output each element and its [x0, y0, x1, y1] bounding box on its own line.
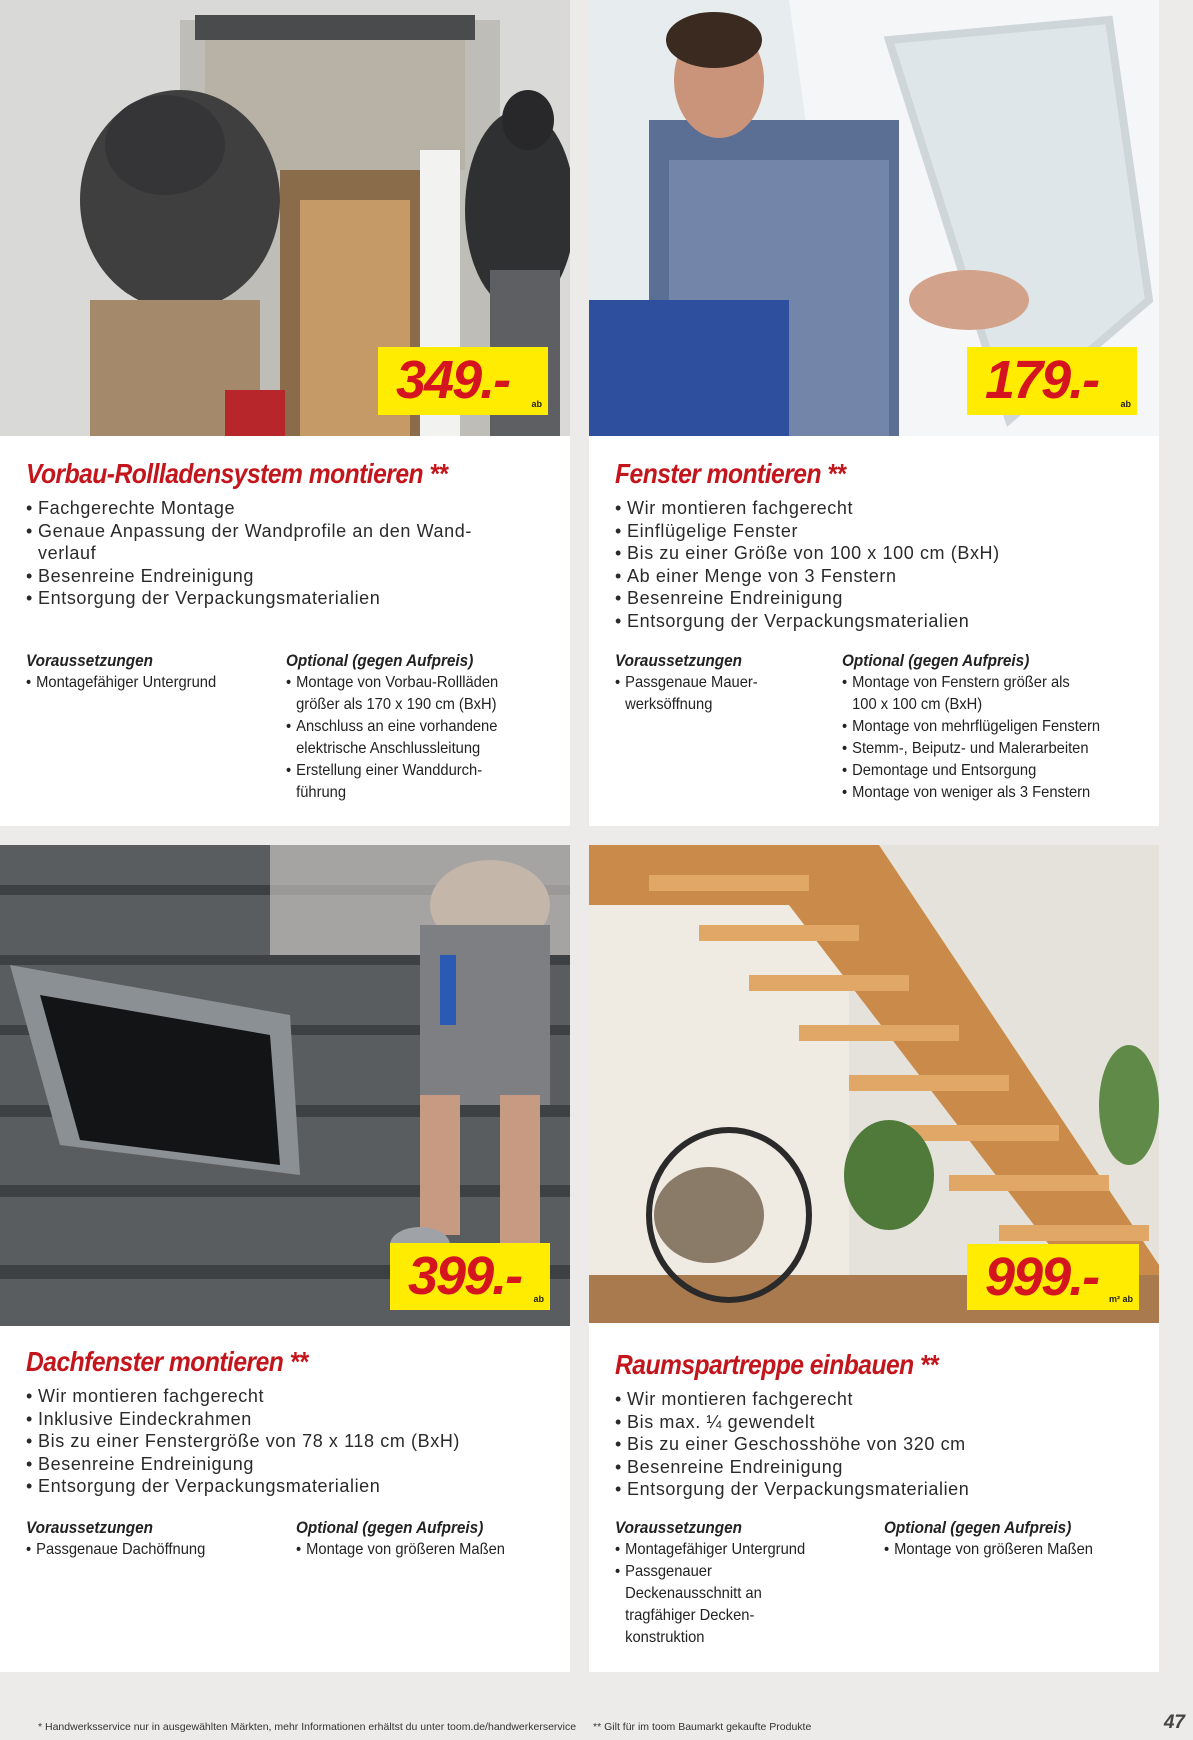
service-card-dachfenster: [0, 845, 570, 1672]
optional-item: • Montage von weniger als 3 Fenstern: [842, 782, 1118, 804]
optional-extras: [286, 650, 536, 804]
feature-item: • Besenreine Endreinigung: [26, 565, 550, 588]
requirements: [615, 1517, 845, 1649]
requirements: [615, 650, 795, 716]
price-tag: [390, 1243, 550, 1310]
requirement-item: • Montagefähiger Untergrund: [26, 672, 247, 694]
optional-item: • Montage von Vorbau-Rollläden größer als 170 x 190 cm (BxH): [286, 672, 516, 716]
optional-extras: [296, 1517, 556, 1561]
requirements: [26, 1517, 266, 1561]
optional-heading: Optional (gegen Aufpreis): [296, 1518, 484, 1537]
price-tag: [967, 347, 1137, 415]
feature-item: • Bis max. ¼ gewendelt: [615, 1411, 1139, 1434]
price-value: 999.-: [985, 1247, 1099, 1307]
service-title: Dachfenster montieren **: [26, 1346, 308, 1377]
price-value: 399.-: [408, 1246, 522, 1306]
feature-item: • Besenreine Endreinigung: [615, 1456, 1139, 1479]
feature-item: • Bis zu einer Fenstergröße von 78 x 118 cm (BxH): [26, 1430, 550, 1453]
optional-extras: [884, 1517, 1144, 1561]
optional-heading: Optional (gegen Aufpreis): [884, 1518, 1072, 1537]
optional-item: • Demontage und Entsorgung: [842, 760, 1118, 782]
optional-item: • Montage von Fenstern größer als 100 x 100 cm (BxH): [842, 672, 1091, 716]
footer-notes: [38, 1721, 825, 1733]
feature-item: • Genaue Anpassung der Wandprofile an den Wand-verlauf: [26, 520, 508, 565]
optional-item: • Montage von größeren Maßen: [296, 1539, 535, 1561]
price-value: 179.-: [985, 350, 1099, 410]
feature-list: [26, 1385, 550, 1498]
feature-item: • Besenreine Endreinigung: [26, 1453, 550, 1476]
requirements-heading: Voraussetzungen: [615, 651, 742, 670]
optional-extras: [842, 650, 1142, 804]
feature-item: • Einflügelige Fenster: [615, 520, 1139, 543]
price-value: 349.-: [396, 350, 510, 410]
requirements: [26, 650, 266, 694]
optional-item: • Montage von größeren Maßen: [884, 1539, 1123, 1561]
requirement-item: • Passgenauer Deckenausschnitt an tragfähiger Decken-konstruktion: [615, 1561, 809, 1649]
price-suffix: ab: [533, 1294, 544, 1304]
footer-note: ** Gilt für im toom Baumarkt gekaufte Produkte: [593, 1721, 812, 1733]
feature-item: • Entsorgung der Verpackungsmaterialien: [26, 587, 550, 610]
feature-item: • Ab einer Menge von 3 Fenstern: [615, 565, 1139, 588]
service-card-rollladen: [0, 0, 570, 826]
feature-item: • Entsorgung der Verpackungsmaterialien: [615, 610, 1139, 633]
optional-item: • Erstellung einer Wanddurch-führung: [286, 760, 516, 804]
price-tag: [967, 1244, 1139, 1310]
feature-list: [615, 497, 1139, 632]
price-suffix: m² ab: [1108, 1294, 1133, 1304]
service-card-fenster: [589, 0, 1159, 826]
requirement-item: • Passgenaue Dachöffnung: [26, 1539, 247, 1561]
price-suffix: ab: [531, 399, 542, 409]
optional-heading: Optional (gegen Aufpreis): [842, 651, 1030, 670]
feature-list: [26, 497, 550, 610]
requirements-heading: Voraussetzungen: [26, 1518, 153, 1537]
feature-item: • Besenreine Endreinigung: [615, 587, 1139, 610]
feature-item: • Entsorgung der Verpackungsmaterialien: [26, 1475, 550, 1498]
feature-item: • Wir montieren fachgerecht: [615, 497, 1139, 520]
optional-item: • Montage von mehrflügeligen Fenstern: [842, 716, 1118, 738]
optional-heading: Optional (gegen Aufpreis): [286, 651, 474, 670]
feature-item: • Wir montieren fachgerecht: [615, 1388, 1139, 1411]
service-title: Fenster montieren **: [615, 458, 846, 489]
feature-item: • Bis zu einer Geschosshöhe von 320 cm: [615, 1433, 1139, 1456]
service-title: Vorbau-Rollladensystem montieren **: [26, 458, 448, 489]
feature-item: • Fachgerechte Montage: [26, 497, 550, 520]
requirement-item: • Passgenaue Mauer-werksöffnung: [615, 672, 781, 716]
feature-item: • Bis zu einer Größe von 100 x 100 cm (BxH): [615, 542, 1139, 565]
price-tag: [378, 347, 548, 415]
service-card-raumspartreppe: [589, 845, 1159, 1672]
page-number: 47: [1163, 1712, 1185, 1733]
optional-item: • Stemm-, Beiputz- und Malerarbeiten: [842, 738, 1118, 760]
footer-note: * Handwerksservice nur in ausgewählten Märkten, mehr Informationen erhältst du unter toom.de/handwerkerservice: [38, 1721, 577, 1733]
feature-list: [615, 1388, 1139, 1501]
price-suffix: ab: [1120, 399, 1131, 409]
feature-item: • Entsorgung der Verpackungsmaterialien: [615, 1478, 1139, 1501]
service-title: Raumspartreppe einbauen **: [615, 1349, 939, 1380]
feature-item: • Inklusive Eindeckrahmen: [26, 1408, 550, 1431]
optional-item: • Anschluss an eine vorhandene elektrische Anschlussleitung: [286, 716, 516, 760]
requirements-heading: Voraussetzungen: [615, 1518, 742, 1537]
feature-item: • Wir montieren fachgerecht: [26, 1385, 550, 1408]
requirement-item: • Montagefähiger Untergrund: [615, 1539, 827, 1561]
requirements-heading: Voraussetzungen: [26, 651, 153, 670]
